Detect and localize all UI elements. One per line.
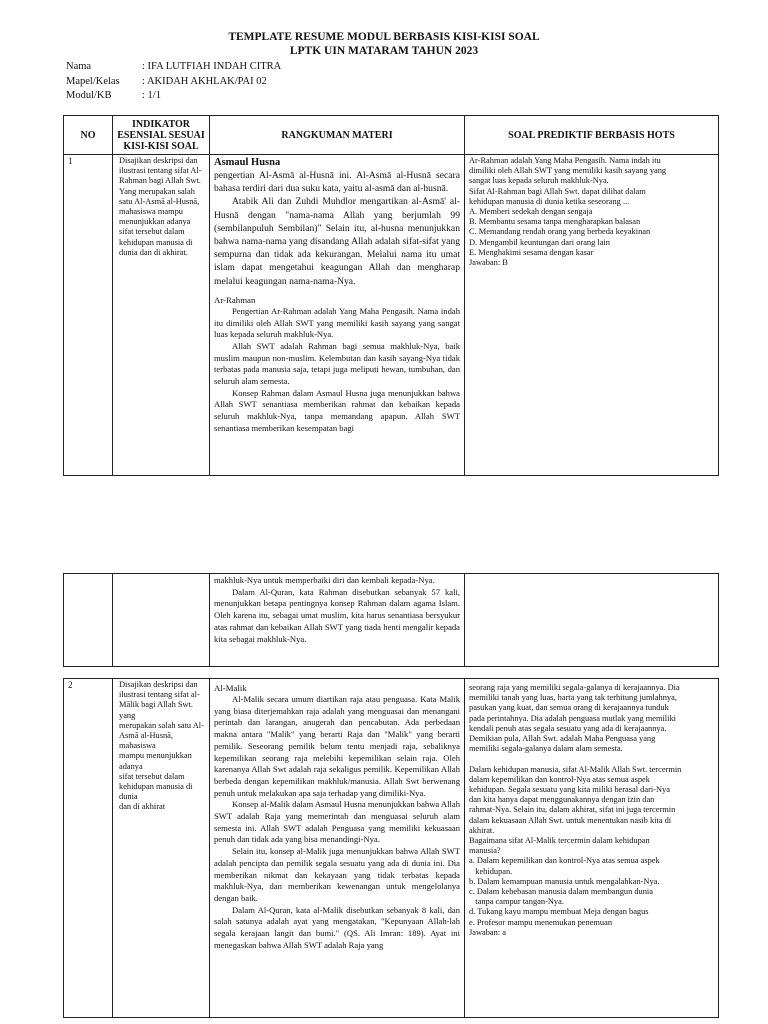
indikator-line: Mālik bagi Allah Swt. yang bbox=[119, 700, 196, 720]
soal-line: sangat luas kepada seluruh makhluk-Nya. bbox=[469, 176, 609, 186]
rangkuman-cell bbox=[210, 155, 465, 476]
soal-answer: Jawaban: B bbox=[469, 258, 508, 268]
indikator-line: merupakan salah satu Al- bbox=[119, 720, 204, 730]
meta-row-modul bbox=[66, 89, 281, 104]
al-malik-text bbox=[214, 694, 460, 951]
soal-line: Sifat Al-Rahman bagi Allah Swt. dapat dilihat dalam bbox=[469, 186, 646, 196]
section-title-ar-rahman: Ar-Rahman bbox=[214, 294, 256, 305]
indikator-line: ilustrasi tentang sifat al- bbox=[119, 690, 200, 700]
paragraph: Pengertian Ar-Rahman adalah Yang Maha Pengasih. Nama indah itu dimiliki oleh Allah SWT yang memiliki kasih sayang yang sangat luas kepada seluruh makhluk-Nya. bbox=[214, 305, 460, 340]
header-indikator: INDIKATOR ESENSIAL SESUAI KISI-KISI SOAL bbox=[113, 116, 210, 155]
soal-line: dimiliki oleh Allah SWT yang memiliki kasih sayang yang bbox=[469, 166, 667, 176]
paragraph: Al-Malik secara umum diartikan raja atau penguasa. Kata Malik yang biasa diterjemahkan raja adalah yang menguasai dan menangani perintah dan larangan, anugerah dan pencabutan. Ada perbedaan makna antara "Malik" yang berarti Raja dan "Malik" yang berarti pemilik. Seseorang pemilik belum tentu menjadi raja, sebaliknya kepemilikan seorang raja melebihi kepemilikan selain raja. Oleh karenanya Allah Swt adalah raja sekaligus pemilik. Kepemilikan Allah berbeda dengan kepemilikan makhluk/manusia. Allah Swt berwenang penuh untuk melakukan apa saja terhadap yang dimiliki-Nya. bbox=[214, 694, 460, 798]
soal-question: manusia? bbox=[469, 846, 501, 856]
doc-title-line2: LPTK UIN MATARAM TAHUN 2023 bbox=[289, 45, 479, 57]
table-row bbox=[64, 574, 719, 667]
indikator-line: Disajikan deskripsi dan bbox=[119, 680, 198, 689]
doc-title-line1: TEMPLATE RESUME MODUL BERBASIS KISI-KISI SOAL bbox=[228, 31, 540, 43]
meta-row-nama bbox=[66, 60, 281, 75]
soal-line bbox=[469, 754, 714, 764]
meta-key: Mapel/Kelas bbox=[66, 75, 120, 87]
resume-table-page2-continuation bbox=[63, 573, 719, 667]
indikator-cell bbox=[113, 679, 210, 1018]
paragraph: Dalam Al-Quran, kata al-Malik disebutkan sebanyak 8 kali, dan salah satunya adalah ayat yang mengatakan, "Kepunyaan Allah-lah segala kerajaan langit dan bumi." (QS. Ali Imran: 189). Ayat ini menegaskan bahwa Allah SWT adalah Raja yang bbox=[214, 904, 460, 950]
page-header bbox=[0, 30, 768, 58]
paragraph: Konsep Rahman dalam Asmaul Husna juga menunjukkan bahwa Allah SWT senantiasa memberikan rahmat dan kebaikan kepada seluruh makhluk-Nya, tanpa memandang apapun. Allah SWT senantiasa memberikan kesempatan bagi bbox=[214, 387, 460, 433]
paragraph: Dalam Al-Quran, kata Rahman disebutkan sebanyak 57 kali, menunjukkan betapa pentingnya konsep Rahman dalam agama Islam. Oleh karena itu, sebagai umat muslim, kita harus senantiasa bersyukur atas rahmat dan kebaikan Allah SWT yang tiada henti mengalir kepada kita sebagai makhluk-Nya. bbox=[214, 586, 460, 644]
soal-line: memiliki segala-galanya dalam alam semesta. bbox=[469, 744, 623, 754]
soal-line: dalam kepemilikan dan kontrol-Nya atas semua aspek bbox=[469, 774, 650, 784]
soal-option: C. Memandang rendah orang yang berbeda keyakinan bbox=[469, 227, 651, 237]
resume-table-page1 bbox=[63, 115, 719, 476]
indikator-line: dunia bbox=[119, 792, 138, 802]
soal-cell bbox=[465, 679, 719, 1018]
paragraph: Selain itu, konsep al-Malik juga menunjukkan bahwa Allah SWT adalah pencipta dan pemilik segala sesuatu yang ada di dunia ini. Dia memberikan nikmat dan kekayaan yang tidak terbatas kepada makhluk-Nya, dan memberikan kewenangan untuk mengelolanya dengan baik. bbox=[214, 846, 460, 903]
table-row bbox=[64, 155, 719, 476]
section-title-al-malik: Al-Malik bbox=[214, 683, 247, 693]
header-rangkuman: RANGKUMAN MATERI bbox=[210, 116, 465, 155]
soal-line: memiliki tanah yang luas, harta yang tak terhitung jumlahnya, bbox=[469, 693, 677, 703]
soal-line: dalam kekuasaan Allah Swt. untuk menentukan nasib kita di bbox=[469, 815, 672, 825]
soal-line: kehidupan manusia di dunia ketika seseorang ... bbox=[469, 196, 630, 206]
soal-cell bbox=[465, 155, 719, 476]
soal-line: rahmat-Nya. Selain itu, dalam akhirat, sifat ini juga tercermin bbox=[469, 805, 676, 815]
soal-line: seorang raja yang memiliki segala-galanya di kerajaannya. Dia bbox=[469, 683, 680, 692]
row-number-empty bbox=[64, 574, 113, 667]
paragraph: makhluk-Nya untuk memperbaiki diri dan kembali kepada-Nya. bbox=[214, 575, 435, 585]
soal-line: kehidupan. Segala sesuatu yang kita miliki berasal dari-Nya bbox=[469, 785, 670, 795]
meta-key: Nama bbox=[66, 61, 92, 72]
ar-rahman-text bbox=[214, 306, 460, 435]
soal-option: d. Tukang kayu mampu membuat Meja dengan bagus bbox=[469, 907, 649, 917]
indikator-line: sifat tersebut dalam bbox=[119, 771, 185, 781]
soal-line: pasukan yang kuat, dan semua orang di kerajaannya tunduk bbox=[469, 703, 669, 713]
meta-key: Modul/KB bbox=[66, 90, 112, 101]
section-title-asmaul-husna: Asmaul Husna bbox=[214, 157, 281, 168]
soal-option: e. Profesor mampu menemukan penemuan bbox=[469, 917, 613, 927]
soal-line: dan kita hanya dapat menggunakannya dengan izin dan bbox=[469, 795, 655, 805]
soal-line: Ar-Rahman adalah Yang Maha Pengasih. Nama indah itu bbox=[469, 156, 661, 165]
identity-block bbox=[66, 60, 281, 104]
row-number: 1 bbox=[64, 155, 113, 476]
soal-cell-empty bbox=[465, 574, 719, 667]
indikator-line: Asmā al-Husnā, mahasiswa bbox=[119, 731, 176, 751]
paragraph: pengertian Al-Asmā al-Husnā ini. Al-Asmā al-Husnā secara bahasa terdiri dari dua suku kata, yaitu al-asmā dan al-husnā. bbox=[214, 170, 460, 195]
indikator-text: Disajikan deskripsi dan ilustrasi tentang sifat Al-Rahman bagi Allah Swt. Yang merupakan salah satu Al-Asmā al-Husnā, mahasiswa mampu menunjukkan adanya sifat tersebut dalam kehidupan manusia di dunia dan di akhirat. bbox=[119, 156, 202, 257]
soal-option: a. Dalam kepemilikan dan kontrol-Nya atas semua aspek bbox=[469, 856, 660, 866]
indikator-cell bbox=[113, 155, 210, 476]
soal-answer: Jawaban: a bbox=[469, 927, 506, 937]
indikator-line: adanya bbox=[119, 761, 143, 771]
rangkuman-continuation-cell bbox=[210, 574, 465, 667]
soal-line: kendali penuh atas segala sesuatu yang ada di kerajaannya. bbox=[469, 723, 667, 733]
row-number: 2 bbox=[64, 679, 113, 1018]
soal-option: D. Mengambil keuntungan dari orang lain bbox=[469, 237, 610, 247]
meta-value: : IFA LUTFIAH INDAH CITRA bbox=[142, 61, 282, 72]
meta-value: : AKIDAH AKHLAK/PAI 02 bbox=[142, 75, 267, 87]
header-soal: SOAL PREDIKTIF BERBASIS HOTS bbox=[465, 116, 719, 155]
indikator-line: kehidupan manusia di bbox=[119, 782, 193, 792]
paragraph: Atabik Ali dan Zuhdi Muhdlor mengartikan al-Asmā' al-Husnā dengan "nama-nama Allah yang berjumlah 99 (sembilanpuluh Sembilan)" Selain itu, al-husna menunjukkan bahwa nama-nama yang disandang Allah adalah sifat-sifat yang sempurna dan tidak ada kekurangan. Melalui nama itu umat islam dapat mengetahui keagungan Allah dan mengharap melalui keagungan nama-nama-Nya. bbox=[214, 196, 460, 287]
soal-option: c. Dalam kebebasan manusia dalam membangun dunia bbox=[469, 887, 653, 897]
soal-option: A. Memberi sedekah dengan sengaja bbox=[469, 207, 593, 217]
indikator-cell-empty bbox=[113, 574, 210, 667]
rangkuman-cell bbox=[210, 679, 465, 1018]
soal-option: kehidupan. bbox=[469, 866, 513, 876]
soal-line: akhirat. bbox=[469, 825, 495, 835]
resume-table-row2 bbox=[63, 678, 719, 1018]
asmaul-husna-text bbox=[214, 169, 460, 288]
soal-line: Dalam kehidupan manusia, sifat Al-Malik Allah Swt. tercermin bbox=[469, 764, 682, 774]
soal-option: b. Dalam kemampuan manusia untuk mengalahkan-Nya. bbox=[469, 876, 660, 886]
soal-option: B. Membantu sesama tanpa mengharapkan balasan bbox=[469, 217, 641, 227]
table-row bbox=[64, 679, 719, 1018]
meta-value: : 1/1 bbox=[142, 90, 161, 101]
indikator-line: dan di akhirat bbox=[119, 802, 166, 812]
soal-option: E. Menghakimi sesama dengan kasar bbox=[469, 247, 594, 257]
soal-option: tanpa campur tangan-Nya. bbox=[469, 897, 564, 907]
indikator-line: mampu menunjukkan bbox=[119, 751, 192, 761]
soal-line: Demikian pula, Allah Swt. adalah Maha Penguasa yang bbox=[469, 734, 656, 744]
soal-line: pada perintahnya. Dia adalah penguasa mutlak yang memiliki bbox=[469, 713, 676, 723]
table-header-row bbox=[64, 116, 719, 155]
header-no: NO bbox=[64, 116, 113, 155]
soal-question: Bagaimana sifat Al-Malik tercermin dalam kehidupan bbox=[469, 836, 650, 846]
paragraph: Allah SWT adalah Rahman bagi semua makhluk-Nya, baik muslim maupun non-muslim. Kelembutan dan kasih sayang-Nya tidak terbatas pada manusia saja, tetapi juga meliputi hewan, tumbuhan, dan seluruh alam semesta. bbox=[214, 340, 460, 387]
meta-row-mapel bbox=[66, 75, 281, 90]
paragraph: Konsep al-Malik dalam Asmaul Husna menunjukkan bahwa Allah SWT adalah Raja yang memerintah dan menguasai seluruh alam semesta ini. Allah SWT adalah Penguasa yang memiliki kekuasaan penuh dan tidak ada yang bisa menandingi-Nya. bbox=[214, 799, 460, 845]
